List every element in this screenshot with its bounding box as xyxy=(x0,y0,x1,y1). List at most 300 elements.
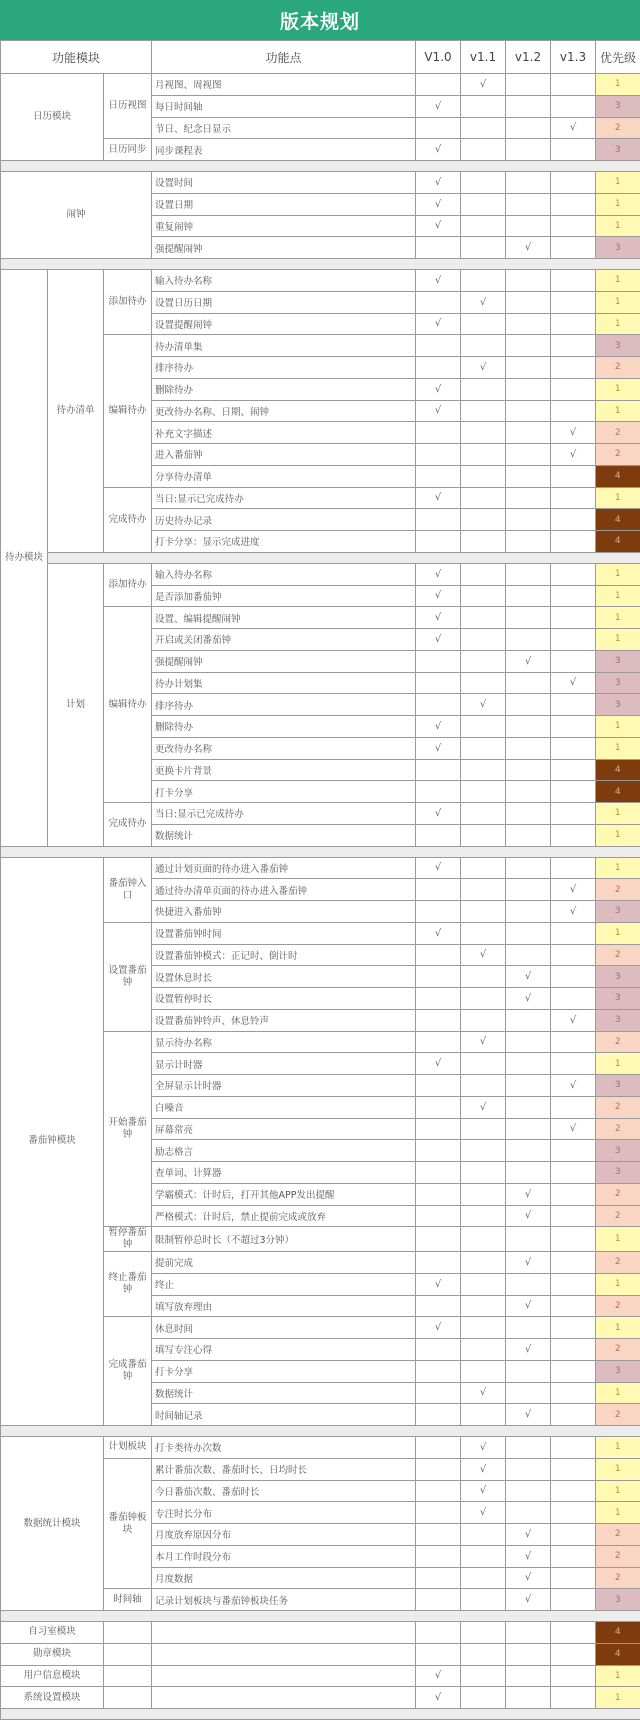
version-cell xyxy=(506,531,551,553)
feature-cell xyxy=(152,1665,416,1687)
version-cell xyxy=(551,237,596,259)
version-check: √ xyxy=(416,922,461,944)
priority-cell: 3 xyxy=(596,694,640,716)
version-cell xyxy=(506,737,551,759)
feature-cell: 屏幕常亮 xyxy=(152,1118,416,1140)
version-cell xyxy=(416,1252,461,1274)
feature-cell: 待办清单集 xyxy=(152,335,416,357)
feature-cell: 设置休息时长 xyxy=(152,966,416,988)
version-check: √ xyxy=(551,1118,596,1140)
version-cell xyxy=(461,117,506,139)
version-cell xyxy=(506,139,551,161)
version-cell xyxy=(551,716,596,738)
priority-cell: 1 xyxy=(596,1502,640,1524)
version-check: √ xyxy=(506,1404,551,1426)
version-cell xyxy=(461,922,506,944)
priority-cell: 1 xyxy=(596,1227,640,1252)
section-divider xyxy=(1,846,640,857)
version-cell xyxy=(416,1458,461,1480)
module-cell: 番茄钟板块 xyxy=(104,1458,152,1589)
version-cell xyxy=(461,531,506,553)
version-cell xyxy=(461,509,506,531)
version-cell xyxy=(416,1118,461,1140)
header-v12: v1.2 xyxy=(506,41,551,74)
version-cell xyxy=(551,313,596,335)
version-cell xyxy=(461,1295,506,1317)
divider-cell xyxy=(1,1709,640,1720)
feature-cell: 记录计划板块与番茄钟板块任务 xyxy=(152,1589,416,1611)
priority-cell: 3 xyxy=(596,1009,640,1031)
feature-cell: 数据统计 xyxy=(152,824,416,846)
version-cell xyxy=(416,465,461,487)
section-divider xyxy=(1,259,640,270)
feature-cell: 累计番茄次数、番茄时长、日均时长 xyxy=(152,1458,416,1480)
priority-cell: 1 xyxy=(596,1687,640,1709)
version-cell xyxy=(506,1643,551,1665)
priority-cell: 2 xyxy=(596,1096,640,1118)
version-check: √ xyxy=(461,291,506,313)
version-cell xyxy=(506,1140,551,1162)
version-cell xyxy=(506,1162,551,1184)
version-cell xyxy=(461,444,506,466)
version-cell xyxy=(506,1096,551,1118)
priority-cell: 2 xyxy=(596,444,640,466)
version-cell xyxy=(461,172,506,194)
feature-cell: 打卡分享 xyxy=(152,781,416,803)
feature-cell: 排序待办 xyxy=(152,357,416,379)
table-row xyxy=(1,270,640,292)
feature-cell: 打卡类待办次数 xyxy=(152,1437,416,1459)
version-check: √ xyxy=(461,357,506,379)
version-cell xyxy=(416,944,461,966)
version-cell xyxy=(461,1622,506,1644)
version-check: √ xyxy=(416,629,461,651)
header-row xyxy=(1,41,640,74)
module-cell: 数据统计模块 xyxy=(1,1437,104,1611)
feature-cell xyxy=(152,1687,416,1709)
version-cell xyxy=(461,563,506,585)
version-cell xyxy=(551,215,596,237)
version-cell xyxy=(506,901,551,923)
version-cell xyxy=(551,1205,596,1227)
version-cell xyxy=(461,803,506,825)
feature-cell: 今日番茄次数、番茄时长 xyxy=(152,1480,416,1502)
version-cell xyxy=(461,857,506,879)
feature-cell: 同步课程表 xyxy=(152,139,416,161)
version-cell xyxy=(416,444,461,466)
section-divider xyxy=(1,1611,640,1622)
priority-cell: 1 xyxy=(596,1273,640,1295)
version-cell xyxy=(461,1118,506,1140)
version-cell xyxy=(461,650,506,672)
version-cell xyxy=(416,509,461,531)
version-cell xyxy=(461,966,506,988)
priority-cell: 2 xyxy=(596,1545,640,1567)
version-cell xyxy=(551,1687,596,1709)
module-cell: 用户信息模块 xyxy=(1,1665,104,1687)
version-cell xyxy=(416,672,461,694)
feature-cell: 专注时长分布 xyxy=(152,1502,416,1524)
feature-cell: 待办计划集 xyxy=(152,672,416,694)
version-check: √ xyxy=(416,563,461,585)
version-cell xyxy=(506,694,551,716)
version-cell xyxy=(551,1643,596,1665)
version-check: √ xyxy=(461,74,506,96)
feature-cell: 当日:显示已完成待办 xyxy=(152,803,416,825)
version-cell xyxy=(551,1524,596,1546)
priority-cell: 2 xyxy=(596,1567,640,1589)
version-cell xyxy=(416,237,461,259)
version-cell xyxy=(416,1567,461,1589)
section-divider xyxy=(1,1426,640,1437)
version-cell xyxy=(506,1273,551,1295)
version-cell xyxy=(551,759,596,781)
version-cell xyxy=(461,215,506,237)
priority-cell: 2 xyxy=(596,1205,640,1227)
version-cell xyxy=(551,1227,596,1252)
priority-cell: 1 xyxy=(596,1480,640,1502)
priority-cell: 2 xyxy=(596,117,640,139)
version-cell xyxy=(461,1075,506,1097)
version-check: √ xyxy=(506,1545,551,1567)
feature-cell: 快捷进入番茄钟 xyxy=(152,901,416,923)
version-cell xyxy=(506,465,551,487)
feature-cell: 时间轴记录 xyxy=(152,1404,416,1426)
version-cell xyxy=(506,629,551,651)
feature-cell: 本月工作时段分布 xyxy=(152,1545,416,1567)
version-cell xyxy=(416,759,461,781)
version-cell xyxy=(461,1567,506,1589)
divider-cell xyxy=(1,1611,640,1622)
version-check: √ xyxy=(506,237,551,259)
version-cell xyxy=(461,313,506,335)
version-cell xyxy=(461,1205,506,1227)
version-cell xyxy=(506,291,551,313)
module-cell: 待办模块 xyxy=(1,270,48,847)
version-check: √ xyxy=(416,857,461,879)
version-check: √ xyxy=(416,607,461,629)
version-cell xyxy=(506,585,551,607)
feature-cell: 月度数据 xyxy=(152,1567,416,1589)
priority-cell: 1 xyxy=(596,270,640,292)
version-cell xyxy=(551,585,596,607)
version-cell xyxy=(506,313,551,335)
version-cell xyxy=(551,487,596,509)
table-row xyxy=(1,1643,640,1665)
version-cell xyxy=(461,1665,506,1687)
module-cell xyxy=(104,1687,152,1709)
feature-cell: 通过待办清单页面的待办进入番茄钟 xyxy=(152,879,416,901)
version-cell xyxy=(506,1317,551,1339)
module-cell: 开始番茄钟 xyxy=(104,1031,152,1227)
version-check: √ xyxy=(416,716,461,738)
version-check: √ xyxy=(506,1567,551,1589)
version-cell xyxy=(551,335,596,357)
section-divider xyxy=(1,161,640,172)
version-cell xyxy=(461,672,506,694)
version-check: √ xyxy=(506,988,551,1010)
version-check: √ xyxy=(551,901,596,923)
version-cell xyxy=(506,1075,551,1097)
version-check: √ xyxy=(416,1317,461,1339)
version-check: √ xyxy=(551,879,596,901)
feature-cell: 提前完成 xyxy=(152,1252,416,1274)
version-cell xyxy=(461,270,506,292)
feature-cell: 填写专注心得 xyxy=(152,1339,416,1361)
version-check: √ xyxy=(461,1458,506,1480)
version-check: √ xyxy=(506,1589,551,1611)
divider-cell xyxy=(48,552,640,563)
priority-cell: 4 xyxy=(596,509,640,531)
version-cell xyxy=(551,1589,596,1611)
header-v11: v1.1 xyxy=(461,41,506,74)
version-check: √ xyxy=(416,737,461,759)
version-cell xyxy=(461,1252,506,1274)
version-cell xyxy=(416,694,461,716)
module-cell xyxy=(104,1622,152,1644)
version-cell xyxy=(551,1031,596,1053)
module-cell: 系统设置模块 xyxy=(1,1687,104,1709)
version-check: √ xyxy=(506,1295,551,1317)
module-cell: 编辑待办 xyxy=(104,607,152,803)
table-row xyxy=(1,1622,640,1644)
feature-cell: 分享待办清单 xyxy=(152,465,416,487)
version-cell xyxy=(506,944,551,966)
priority-cell: 1 xyxy=(596,922,640,944)
version-check: √ xyxy=(416,95,461,117)
version-cell xyxy=(551,270,596,292)
version-cell xyxy=(551,1339,596,1361)
version-cell xyxy=(506,1227,551,1252)
version-cell xyxy=(461,1643,506,1665)
version-cell xyxy=(506,922,551,944)
version-cell xyxy=(416,1096,461,1118)
feature-cell: 填写放弃理由 xyxy=(152,1295,416,1317)
version-check: √ xyxy=(416,215,461,237)
version-check: √ xyxy=(416,1687,461,1709)
version-cell xyxy=(551,781,596,803)
feature-cell: 设置提醒闹钟 xyxy=(152,313,416,335)
version-cell xyxy=(506,1665,551,1687)
priority-cell: 2 xyxy=(596,1295,640,1317)
priority-cell: 3 xyxy=(596,988,640,1010)
version-cell xyxy=(416,1162,461,1184)
version-cell xyxy=(416,1075,461,1097)
priority-cell: 3 xyxy=(596,237,640,259)
version-cell xyxy=(461,585,506,607)
priority-cell: 1 xyxy=(596,803,640,825)
version-cell xyxy=(416,1183,461,1205)
version-cell xyxy=(506,422,551,444)
version-check: √ xyxy=(551,117,596,139)
priority-cell: 1 xyxy=(596,629,640,651)
module-cell: 勋章模块 xyxy=(1,1643,104,1665)
module-cell: 闹钟 xyxy=(1,172,152,259)
header-module: 功能模块 xyxy=(1,41,152,74)
version-cell xyxy=(551,1317,596,1339)
feature-cell: 数据统计 xyxy=(152,1382,416,1404)
version-cell xyxy=(551,944,596,966)
header-v13: v1.3 xyxy=(551,41,596,74)
module-cell xyxy=(104,1665,152,1687)
version-cell xyxy=(416,357,461,379)
version-cell xyxy=(461,607,506,629)
version-cell xyxy=(506,1437,551,1459)
feature-cell: 补充文字描述 xyxy=(152,422,416,444)
feature-cell: 通过计划页面的待办进入番茄钟 xyxy=(152,857,416,879)
version-cell xyxy=(506,215,551,237)
priority-cell: 1 xyxy=(596,1665,640,1687)
version-check: √ xyxy=(551,672,596,694)
priority-cell: 4 xyxy=(596,1622,640,1644)
version-check: √ xyxy=(506,1183,551,1205)
version-check: √ xyxy=(461,1437,506,1459)
version-cell xyxy=(506,759,551,781)
module-cell: 完成番茄钟 xyxy=(104,1317,152,1426)
feature-cell: 励志格言 xyxy=(152,1140,416,1162)
version-check: √ xyxy=(461,1480,506,1502)
version-check: √ xyxy=(416,1273,461,1295)
version-cell xyxy=(506,270,551,292)
version-cell xyxy=(461,1140,506,1162)
priority-cell: 2 xyxy=(596,1339,640,1361)
feature-cell: 历史待办记录 xyxy=(152,509,416,531)
version-cell xyxy=(506,1480,551,1502)
version-cell xyxy=(461,1227,506,1252)
version-cell xyxy=(551,291,596,313)
version-cell xyxy=(551,650,596,672)
version-check: √ xyxy=(416,585,461,607)
version-cell xyxy=(551,95,596,117)
priority-cell: 1 xyxy=(596,563,640,585)
priority-cell: 4 xyxy=(596,759,640,781)
version-cell xyxy=(551,378,596,400)
version-cell xyxy=(461,335,506,357)
version-cell xyxy=(551,563,596,585)
version-check: √ xyxy=(461,1382,506,1404)
version-check: √ xyxy=(416,1053,461,1075)
version-cell xyxy=(551,1140,596,1162)
version-cell xyxy=(416,1404,461,1426)
version-cell xyxy=(416,1009,461,1031)
version-cell xyxy=(551,172,596,194)
version-cell xyxy=(416,117,461,139)
feature-cell: 终止 xyxy=(152,1273,416,1295)
version-cell xyxy=(551,139,596,161)
version-cell xyxy=(506,563,551,585)
version-cell xyxy=(416,1140,461,1162)
priority-cell: 1 xyxy=(596,716,640,738)
feature-cell: 月视图、周视图 xyxy=(152,74,416,96)
priority-cell: 1 xyxy=(596,585,640,607)
feature-cell: 每日时间轴 xyxy=(152,95,416,117)
version-cell xyxy=(551,1096,596,1118)
module-cell: 番茄钟模块 xyxy=(1,857,104,1426)
priority-cell: 4 xyxy=(596,781,640,803)
table-row xyxy=(1,1665,640,1687)
divider-cell xyxy=(1,1426,640,1437)
feature-cell xyxy=(152,1643,416,1665)
version-cell xyxy=(506,607,551,629)
version-cell xyxy=(461,1317,506,1339)
divider-cell xyxy=(1,846,640,857)
version-cell xyxy=(506,824,551,846)
version-cell xyxy=(551,193,596,215)
priority-cell: 3 xyxy=(596,901,640,923)
priority-cell: 1 xyxy=(596,291,640,313)
feature-cell: 删除待办 xyxy=(152,716,416,738)
priority-cell: 3 xyxy=(596,672,640,694)
version-check: √ xyxy=(416,400,461,422)
feature-cell: 设置番茄钟模式：正记时、倒计时 xyxy=(152,944,416,966)
feature-cell: 强提醒闹钟 xyxy=(152,237,416,259)
version-cell xyxy=(461,400,506,422)
version-cell xyxy=(506,1053,551,1075)
module-cell: 自习室模块 xyxy=(1,1622,104,1644)
version-cell xyxy=(506,1031,551,1053)
version-cell xyxy=(506,1118,551,1140)
feature-cell: 打卡分享：显示完成进度 xyxy=(152,531,416,553)
version-cell xyxy=(506,95,551,117)
module-cell: 日历同步 xyxy=(104,139,152,161)
version-cell xyxy=(551,607,596,629)
feature-cell: 删除待办 xyxy=(152,378,416,400)
feature-cell: 白噪音 xyxy=(152,1096,416,1118)
version-cell xyxy=(506,193,551,215)
table-row xyxy=(1,563,640,585)
version-cell xyxy=(416,781,461,803)
version-cell xyxy=(551,1382,596,1404)
version-cell xyxy=(461,759,506,781)
priority-cell: 3 xyxy=(596,1360,640,1382)
priority-cell: 1 xyxy=(596,824,640,846)
priority-cell: 2 xyxy=(596,1404,640,1426)
priority-cell: 1 xyxy=(596,215,640,237)
version-cell xyxy=(416,1480,461,1502)
version-cell xyxy=(416,1031,461,1053)
priority-cell: 1 xyxy=(596,313,640,335)
version-check: √ xyxy=(461,1502,506,1524)
feature-cell: 查单词、计算器 xyxy=(152,1162,416,1184)
version-cell xyxy=(551,1360,596,1382)
version-cell xyxy=(416,988,461,1010)
feature-cell: 休息时间 xyxy=(152,1317,416,1339)
feature-cell: 设置暂停时长 xyxy=(152,988,416,1010)
version-cell xyxy=(506,378,551,400)
priority-cell: 2 xyxy=(596,1118,640,1140)
version-cell xyxy=(416,1339,461,1361)
version-cell xyxy=(551,1545,596,1567)
priority-cell: 1 xyxy=(596,1458,640,1480)
version-cell xyxy=(416,1589,461,1611)
header-feature: 功能点 xyxy=(152,41,416,74)
feature-cell: 设置日历日期 xyxy=(152,291,416,313)
priority-cell: 4 xyxy=(596,1643,640,1665)
version-cell xyxy=(551,737,596,759)
header-priority: 优先级 xyxy=(596,41,640,74)
version-cell xyxy=(551,803,596,825)
version-cell xyxy=(461,737,506,759)
version-cell xyxy=(551,1502,596,1524)
version-cell xyxy=(551,357,596,379)
priority-cell: 1 xyxy=(596,400,640,422)
feature-cell: 节日、纪念日显示 xyxy=(152,117,416,139)
version-cell xyxy=(506,117,551,139)
version-cell xyxy=(416,1622,461,1644)
table-row xyxy=(1,857,640,879)
version-cell xyxy=(461,1273,506,1295)
version-check: √ xyxy=(506,1205,551,1227)
